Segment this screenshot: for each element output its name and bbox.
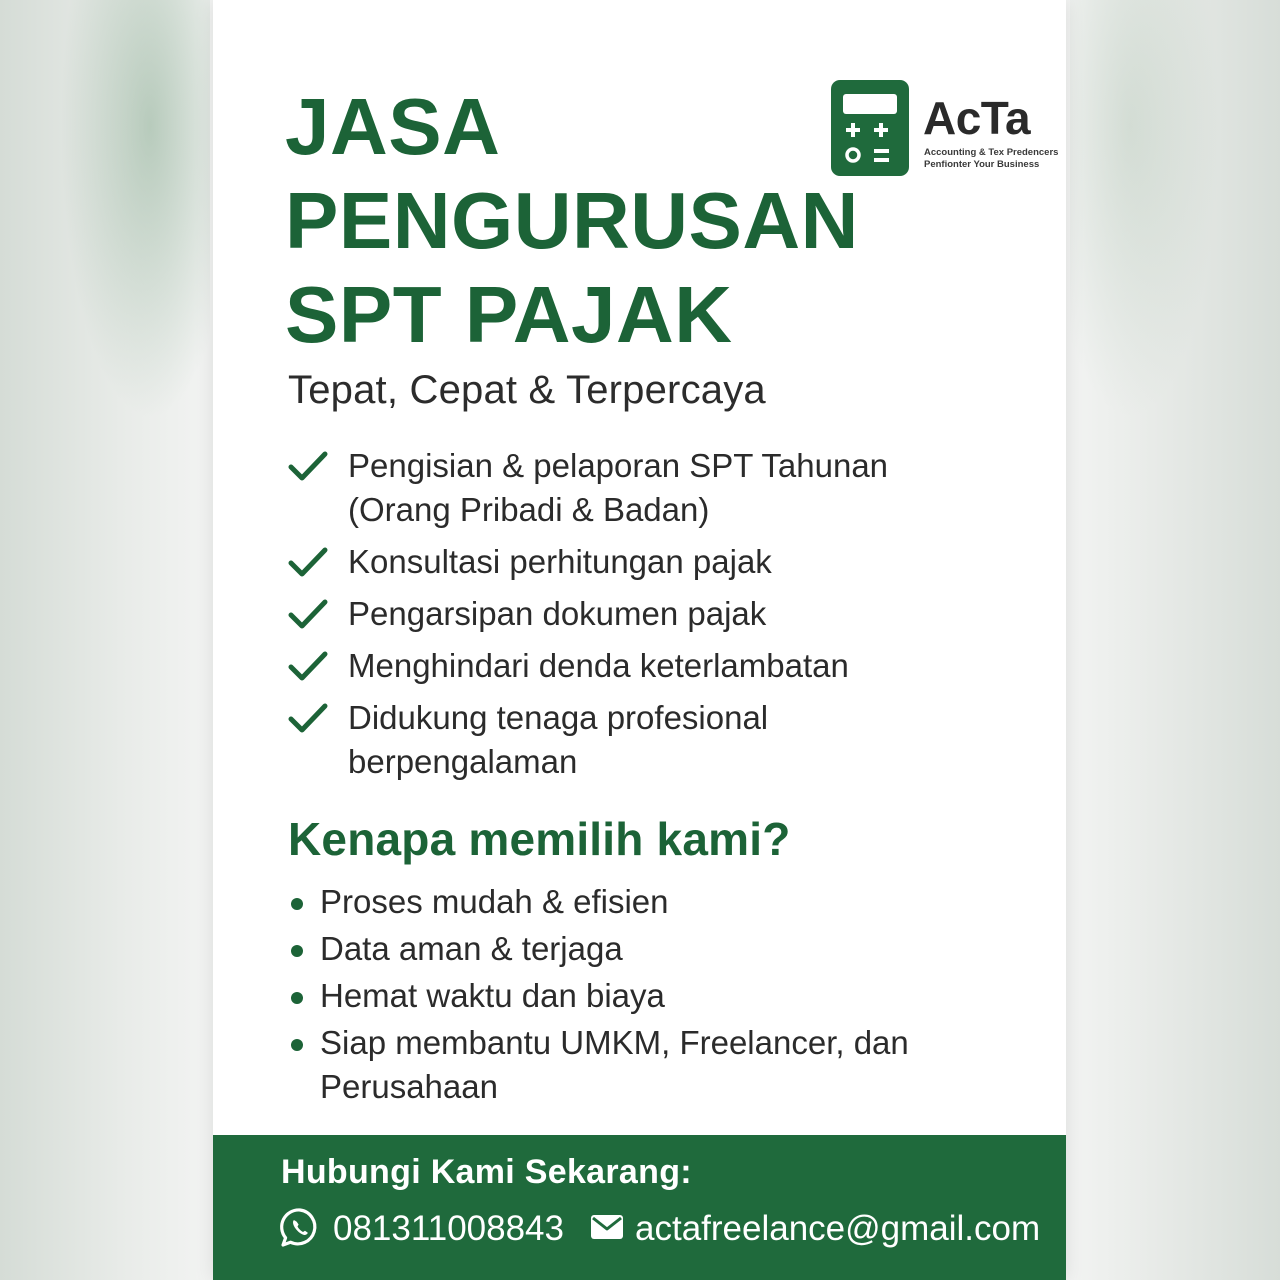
feature-text: Pengarsipan dokumen pajak bbox=[348, 595, 767, 632]
tax-service-flyer bbox=[213, 0, 1066, 1280]
feature-text: Konsultasi perhitungan pajak bbox=[348, 543, 772, 580]
contact-heading: Hubungi Kami Sekarang: bbox=[281, 1153, 692, 1191]
phone-number: 081311008843 bbox=[333, 1209, 564, 1248]
feature-text: Didukung tenaga profesional berpengalaman bbox=[348, 699, 769, 780]
benefit-text: Hemat waktu dan biaya bbox=[320, 977, 665, 1014]
benefit-item bbox=[288, 880, 988, 924]
why-choose-us-heading: Kenapa memilih kami? bbox=[288, 813, 791, 865]
feature-item bbox=[288, 444, 988, 532]
flyer-title bbox=[285, 80, 859, 362]
mail-icon bbox=[590, 1213, 624, 1243]
logo-tagline-2: Penfionter Your Business bbox=[924, 159, 1040, 170]
contact-footer bbox=[213, 1135, 1066, 1280]
benefit-item bbox=[288, 974, 988, 1018]
calculator-icon bbox=[831, 80, 909, 176]
benefit-text: Siap membantu UMKM, Freelancer, dan Perusahaan bbox=[320, 1024, 909, 1105]
check-icon bbox=[288, 596, 328, 632]
check-icon bbox=[288, 648, 328, 684]
check-icon bbox=[288, 544, 328, 580]
title-line-2: PENGURUSAN bbox=[285, 176, 859, 265]
logo-tagline-1: Accounting & Tex Predencers bbox=[924, 147, 1059, 158]
background-blur-left bbox=[60, 0, 210, 420]
bullet-icon bbox=[291, 898, 303, 910]
subtitle: Tepat, Cepat & Terpercaya bbox=[288, 368, 766, 412]
feature-item bbox=[288, 696, 988, 784]
benefit-item bbox=[288, 1021, 988, 1109]
benefit-list bbox=[288, 880, 988, 1112]
feature-item bbox=[288, 540, 988, 584]
feature-text: Pengisian & pelaporan SPT Tahunan (Orang Pribadi & Badan) bbox=[348, 447, 889, 528]
logo-name: AcTa bbox=[923, 92, 1031, 144]
title-line-3: SPT PAJAK bbox=[285, 270, 733, 359]
title-line-1: JASA bbox=[285, 82, 501, 171]
check-icon bbox=[288, 448, 328, 484]
acta-logo bbox=[831, 80, 1066, 180]
background-blur-right bbox=[1070, 0, 1220, 420]
bullet-icon bbox=[291, 945, 303, 957]
benefit-text: Proses mudah & efisien bbox=[320, 883, 669, 920]
feature-item bbox=[288, 644, 988, 688]
email-address: actafreelance@gmail.com bbox=[635, 1209, 1041, 1248]
bullet-icon bbox=[291, 992, 303, 1004]
bullet-icon bbox=[291, 1039, 303, 1051]
benefit-text: Data aman & terjaga bbox=[320, 930, 623, 967]
feature-list bbox=[288, 444, 988, 792]
check-icon bbox=[288, 700, 328, 736]
whatsapp-icon bbox=[279, 1207, 321, 1249]
feature-text: Menghindari denda keterlambatan bbox=[348, 647, 849, 684]
feature-item bbox=[288, 592, 988, 636]
benefit-item bbox=[288, 927, 988, 971]
